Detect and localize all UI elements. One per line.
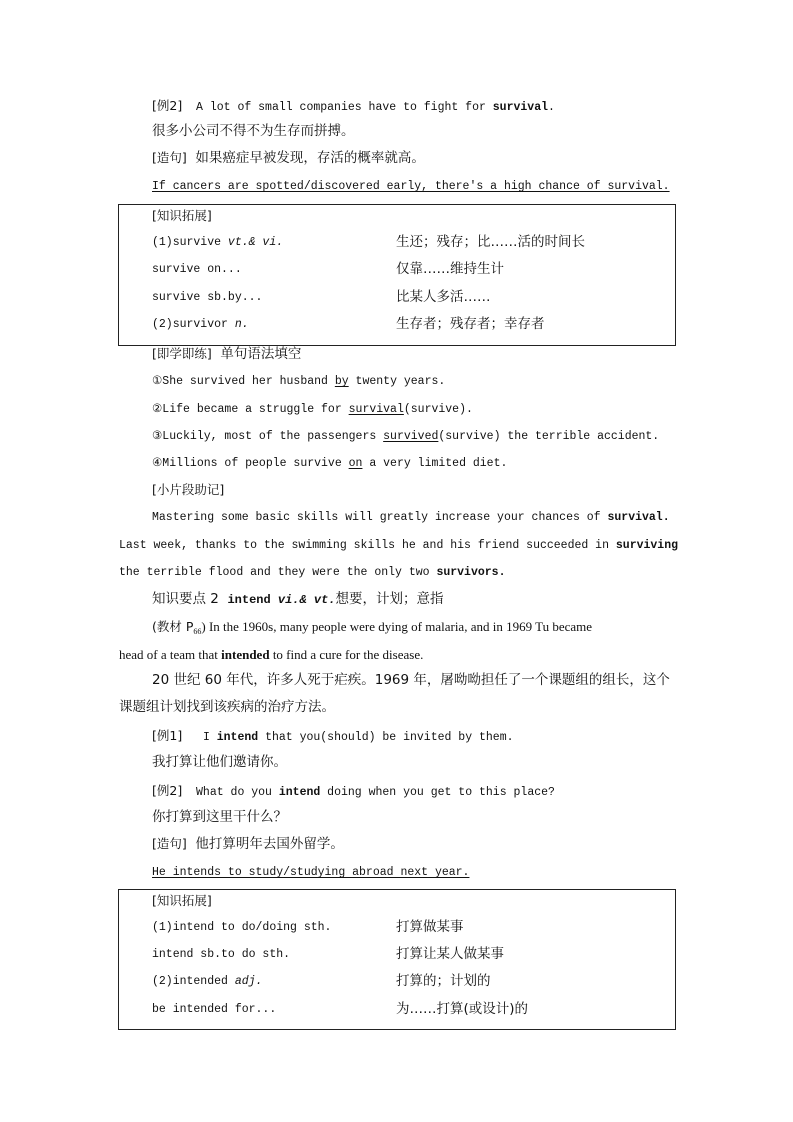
- kb1-row-1-left: (1)survive vt.& vi.: [152, 236, 284, 249]
- kb1-row-1-right: 生还；残存；比……活的时间长: [396, 234, 585, 250]
- kb1-row-3-right: 比某人多活……: [396, 289, 491, 305]
- example-2-zh: 很多小公司不得不为生存而拼搏。: [152, 123, 355, 139]
- knowledge-box-2-title: [知识拓展]: [152, 893, 212, 908]
- practice-item-1: ①She survived her husband by twenty years.: [152, 375, 446, 388]
- practice-item-2: ②Life became a struggle for survival(survive).: [152, 403, 473, 416]
- point-2-heading: 知识要点 2 intend vi.& vt.想要，计划；意指: [152, 591, 444, 607]
- kb2-row-3-right: 打算的；计划的: [396, 973, 491, 989]
- kb1-row-4-left: (2)survivor n.: [152, 318, 249, 331]
- example-2-en: [例2] A lot of small companies have to fight for survival.: [152, 98, 555, 114]
- memory-line-3: the terrible flood and they were the only two survivors.: [119, 566, 506, 579]
- point-2-zh-line-2: 课题组计划找到该疾病的治疗方法。: [119, 699, 335, 715]
- kb1-row-3-left: survive sb.by...: [152, 291, 263, 304]
- kb2-row-4-left: be intended for...: [152, 1003, 277, 1016]
- example-tag: [例2]: [152, 98, 183, 113]
- intend-example-1-zh: 我打算让他们邀请你。: [152, 754, 287, 770]
- point-2-textbook-line-2: head of a team that intended to find a cure for the disease.: [119, 647, 424, 662]
- kb2-row-3-left: (2)intended adj.: [152, 975, 263, 988]
- intend-example-2-zh: 你打算到这里干什么？: [152, 809, 287, 825]
- memory-heading: [小片段助记]: [152, 482, 225, 497]
- sentence-making-1: [造句] 如果癌症早被发现，存活的概率就高。: [152, 150, 425, 166]
- intend-example-1-en: [例1] I intend that you(should) be invited by them.: [152, 728, 514, 744]
- intend-example-2-en: [例2] What do you intend doing when you get to this place?: [152, 783, 555, 799]
- point-2-textbook-line-1: (教材 $P_{66}$) In the 1960s, many people were dying of malaria, and in 1969 Tu became: [152, 619, 593, 636]
- memory-line-2: Last week, thanks to the swimming skills he and his friend succeeded in surviving: [119, 539, 679, 552]
- kb2-row-1-left: (1)intend to do/doing sth.: [152, 921, 332, 934]
- kb1-row-4-right: 生存者；残存者；幸存者: [396, 316, 545, 332]
- sentence-making-2-answer: He intends to study/studying abroad next year.: [152, 866, 470, 879]
- kb1-row-2-right: 仅靠……维持生计: [396, 261, 504, 277]
- sentence-making-2: [造句] 他打算明年去国外留学。: [152, 836, 344, 852]
- practice-heading: [即学即练] 单句语法填空: [152, 346, 302, 362]
- sentence-making-1-answer: If cancers are spotted/discovered early, there's a high chance of survival.: [152, 180, 670, 193]
- kb2-row-4-right: 为……打算(或设计)的: [396, 1001, 529, 1017]
- point-2-zh-line-1: 20 世纪 60 年代，许多人死于疟疾。1969 年，屠呦呦担任了一个课题组的组长，这个: [152, 672, 670, 688]
- practice-item-4: ④Millions of people survive on a very limited diet.: [152, 457, 508, 470]
- kb2-row-2-left: intend sb.to do sth.: [152, 948, 291, 961]
- kb1-row-2-left: survive on...: [152, 263, 242, 276]
- knowledge-box-1-title: [知识拓展]: [152, 208, 212, 223]
- kb2-row-2-right: 打算让某人做某事: [396, 946, 504, 962]
- practice-item-3: ③Luckily, most of the passengers survived(survive) the terrible accident.: [152, 430, 660, 443]
- kb2-row-1-right: 打算做某事: [396, 919, 464, 935]
- memory-line-1: Mastering some basic skills will greatly increase your chances of survival.: [152, 511, 670, 524]
